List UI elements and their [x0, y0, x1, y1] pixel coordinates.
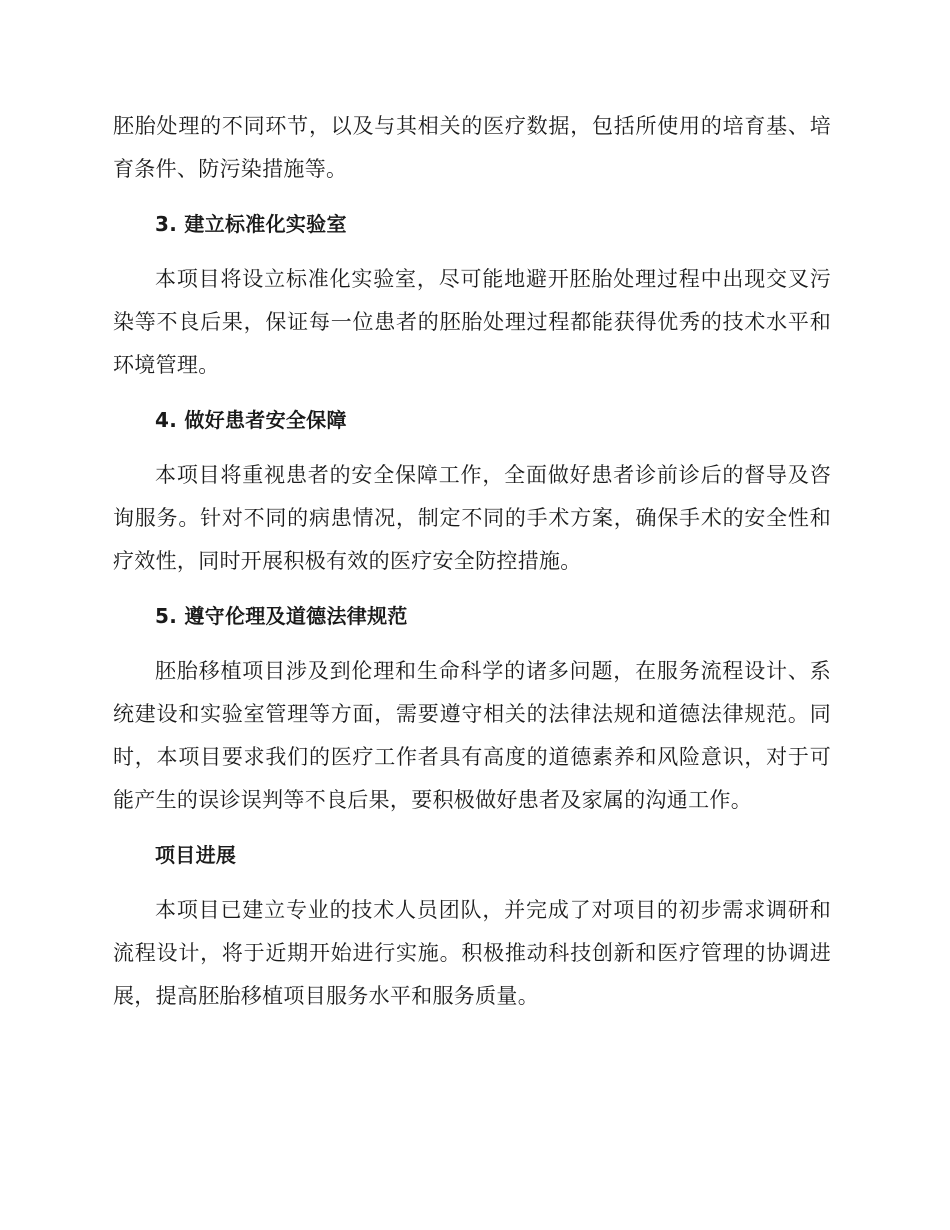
paragraph-standard-lab: 本项目将设立标准化实验室，尽可能地避开胚胎处理过程中出现交叉污染等不良后果，保证每一位患者的胚胎处理过程都能获得优秀的技术水平和环境管理。 — [113, 267, 831, 377]
section-heading-standard-lab: 3. 建立标准化实验室 — [155, 212, 347, 236]
paragraph-progress: 本项目已建立专业的技术人员团队，并完成了对项目的初步需求调研和流程设计，将于近期开始进行实施。积极推动科技创新和医疗管理的协调进展，提高胚胎移植项目服务水平和服务质量。 — [113, 898, 831, 1008]
paragraph-continued: 胚胎处理的不同环节，以及与其相关的医疗数据，包括所使用的培育基、培育条件、防污染措施等。 — [113, 114, 831, 181]
paragraph-patient-safety: 本项目将重视患者的安全保障工作，全面做好患者诊前诊后的督导及咨询服务。针对不同的病患情况，制定不同的手术方案，确保手术的安全性和疗效性，同时开展积极有效的医疗安全防控措施。 — [113, 463, 831, 573]
section-heading-ethics: 5. 遵守伦理及道德法律规范 — [155, 604, 408, 628]
document-body — [113, 105, 831, 1030]
paragraph-ethics: 胚胎移植项目涉及到伦理和生命科学的诸多问题，在服务流程设计、系统建设和实验室管理等方面，需要遵守相关的法律法规和道德法律规范。同时，本项目要求我们的医疗工作者具有高度的道德素养和风险意识，对于可能产生的误诊误判等不良后果，要积极做好患者及家属的沟通工作。 — [113, 659, 831, 812]
section-heading-patient-safety: 4. 做好患者安全保障 — [155, 408, 347, 432]
section-heading-progress: 项目进展 — [155, 843, 237, 867]
